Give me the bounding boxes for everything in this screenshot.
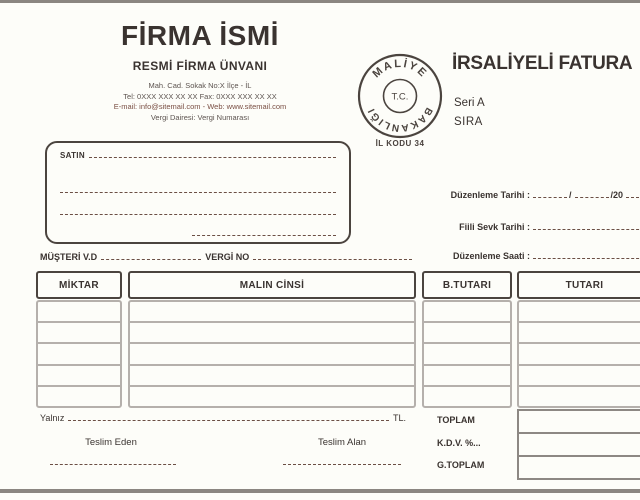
table-cell — [519, 385, 640, 406]
table-cell — [519, 321, 640, 342]
deliverer-label: Teslim Eden — [85, 437, 137, 448]
table-cell — [38, 385, 120, 406]
column-header-quantity: MİKTAR — [36, 271, 122, 299]
ministry-stamp-icon — [356, 52, 444, 140]
table-cell — [424, 385, 510, 406]
buyer-fill-line — [89, 157, 336, 158]
table-body-goods-column — [128, 300, 416, 408]
totals-summary-box — [517, 409, 640, 480]
customer-tax-office-label: MÜŞTERİ V.D — [40, 252, 98, 262]
total-label: TOPLAM — [437, 415, 475, 425]
buyer-info-box — [45, 141, 351, 244]
stamp-center-text: T.C. — [391, 91, 409, 103]
date-year-prefix: /20 — [610, 190, 624, 200]
table-cell — [130, 342, 414, 363]
date-separator: / — [569, 190, 572, 200]
amount-in-words-fill-line — [68, 420, 389, 421]
series-label: Seri A — [454, 97, 485, 109]
date-fill-line — [533, 197, 567, 198]
table-cell — [519, 302, 640, 321]
buyer-name-line — [60, 151, 336, 160]
province-code-caption: İL KODU 34 — [375, 139, 425, 148]
column-header-amount: TUTARI — [517, 271, 640, 299]
column-header-unit-amount: B.TUTARI — [422, 271, 512, 299]
table-cell — [519, 364, 640, 385]
deliverer-signature-line — [50, 463, 176, 465]
vat-value-cell — [519, 432, 640, 455]
grand-total-label: G.TOPLAM — [437, 460, 485, 470]
date-fill-line — [533, 258, 640, 259]
tax-number-fill-line — [253, 259, 412, 260]
amount-in-words-label: Yalnız — [40, 413, 65, 423]
issue-time-row — [418, 251, 640, 261]
column-header-goods-type: MALIN CİNSİ — [128, 271, 416, 299]
vat-label: K.D.V. %... — [437, 438, 481, 448]
buyer-label: SATIN — [60, 151, 85, 160]
company-contact-lines — [28, 81, 372, 123]
table-cell — [424, 342, 510, 363]
issue-time-label: Düzenleme Saati : — [452, 251, 530, 261]
company-email-web: E-mail: info@sitemail.com - Web: www.sitemail.com — [113, 102, 287, 111]
table-cell — [424, 321, 510, 342]
company-official-title: RESMİ FİRMA ÜNVANI — [132, 59, 268, 73]
table-body-amount-column — [517, 300, 640, 408]
tax-office-fill-line — [101, 259, 201, 260]
sequence-label: SIRA — [454, 116, 483, 128]
receiver-signature-line — [283, 463, 401, 465]
table-body-quantity-column — [36, 300, 122, 408]
date-fill-line — [575, 197, 609, 198]
receiver-label: Teslim Alan — [317, 437, 367, 448]
company-phone: Tel: 0XXX XXX XX XX Fax: 0XXX XXX XX XX — [123, 91, 277, 101]
total-value-cell — [519, 411, 640, 432]
table-cell — [130, 364, 414, 385]
date-fill-line — [533, 229, 640, 230]
document-title: İRSALİYELİ FATURA — [452, 53, 633, 74]
table-cell — [130, 302, 414, 321]
customer-tax-row — [40, 252, 416, 262]
grand-total-value-cell — [519, 455, 640, 478]
table-cell — [424, 302, 510, 321]
page-top-edge — [0, 0, 640, 3]
tax-number-label: VERGİ NO — [205, 252, 250, 262]
company-address: Mah. Cad. Sokak No:X İlçe - İL — [148, 81, 252, 90]
table-cell — [38, 321, 120, 342]
table-cell — [130, 321, 414, 342]
shipping-date-row — [418, 222, 640, 232]
company-tax-info: Vergi Dairesi: Vergi Numarası — [150, 112, 250, 122]
date-fill-line — [626, 197, 640, 198]
buyer-blank-line — [60, 191, 336, 193]
issue-date-row — [418, 190, 640, 200]
issue-date-label: Düzenleme Tarihi : — [450, 190, 530, 200]
table-body-unit-amount-column — [422, 300, 512, 408]
table-cell — [519, 342, 640, 363]
currency-label: TL. — [392, 413, 406, 423]
stamp-bottom-arc-text: BAKANLIĞI — [365, 105, 435, 134]
company-header — [28, 20, 372, 123]
buyer-blank-line — [192, 234, 336, 236]
table-cell — [130, 385, 414, 406]
table-cell — [38, 342, 120, 363]
page-bottom-edge — [0, 489, 640, 493]
shipping-date-label: Fiili Sevk Tarihi : — [459, 222, 530, 232]
table-cell — [38, 302, 120, 321]
amount-in-words-row — [40, 413, 406, 423]
company-name: FİRMA İSMİ — [121, 20, 279, 51]
table-cell — [424, 364, 510, 385]
table-cell — [38, 364, 120, 385]
buyer-blank-line — [60, 213, 336, 215]
stamp-top-arc-text: MALİYE — [370, 57, 430, 81]
